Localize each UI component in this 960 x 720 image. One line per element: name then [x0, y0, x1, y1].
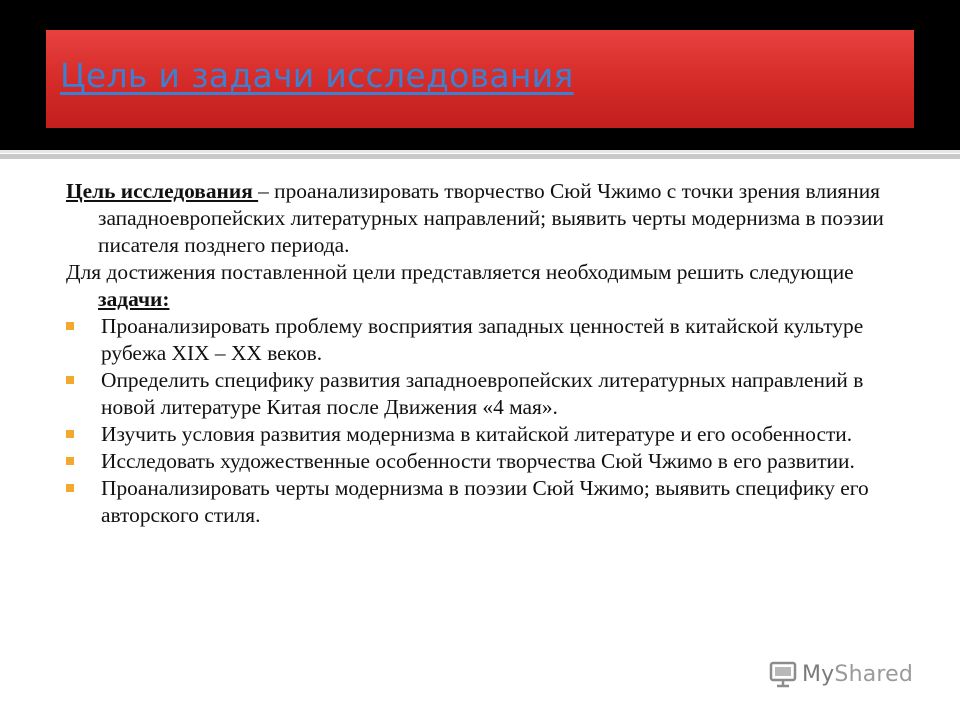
goal-paragraph	[66, 178, 906, 259]
task-text: Проанализировать черты модернизма в поэзии Сюй Чжимо; выявить специфику его авторского стиля.	[101, 476, 869, 527]
task-text: Исследовать художественные особенности творчества Сюй Чжимо в его развитии.	[101, 449, 855, 473]
bullet-square-icon	[66, 322, 74, 330]
bullet-square-icon	[66, 376, 74, 384]
watermark-text: MyShared	[802, 661, 914, 687]
goal-label: Цель исследования	[66, 179, 259, 203]
task-item	[66, 421, 906, 448]
bullet-square-icon	[66, 484, 74, 492]
presentation-board-icon	[768, 659, 798, 689]
task-item	[66, 475, 906, 529]
tasks-list	[66, 313, 906, 529]
task-text: Изучить условия развития модернизма в китайской литературе и его особенности.	[101, 422, 853, 446]
task-item	[66, 313, 906, 367]
slide-title[interactable]: Цель и задачи исследования	[60, 56, 574, 95]
tasks-label: задачи:	[98, 287, 170, 311]
tasks-intro: Для достижения поставленной цели представляется необходимым решить следующие	[66, 260, 854, 284]
bullet-square-icon	[66, 457, 74, 465]
divider-thin	[0, 150, 960, 153]
tasks-intro-paragraph	[66, 259, 906, 313]
goal-text: – проанализировать творчество Сюй Чжимо с точки зрения влияния западноевропейских литературных направлений; выявить черты модернизма в поэзии писателя позднего периода.	[98, 179, 884, 257]
myshared-watermark	[768, 656, 928, 692]
title-box	[46, 30, 914, 128]
task-text: Проанализировать проблему восприятия западных ценностей в китайской культуре рубежа XIX – XX веков.	[101, 314, 864, 365]
task-text: Определить специфику развития западноевропейских литературных направлений в новой литературе Китая после Движения «4 мая».	[101, 368, 864, 419]
divider-thick	[0, 154, 960, 159]
bullet-square-icon	[66, 430, 74, 438]
task-item	[66, 367, 906, 421]
slide-body	[66, 178, 906, 529]
task-item	[66, 448, 906, 475]
